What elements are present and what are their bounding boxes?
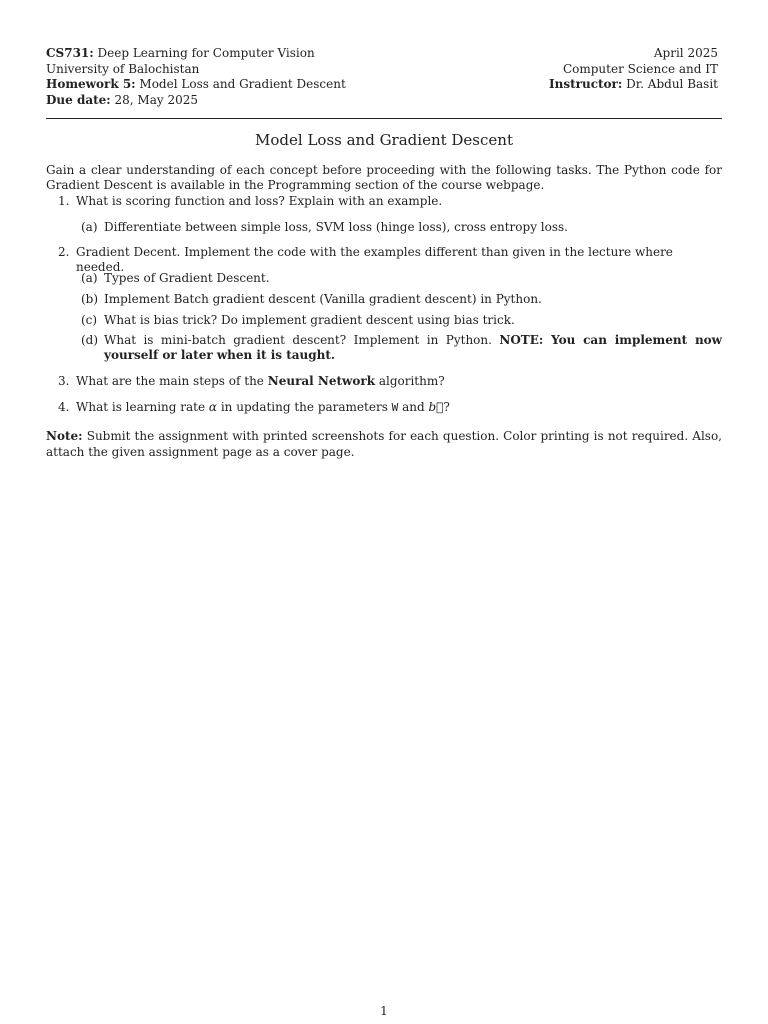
note-paragraph [46, 428, 722, 460]
sub-text: Implement Batch gradient descent (Vanilla gradient descent) in Python. [104, 292, 542, 306]
date-line: April 2025 [653, 46, 718, 60]
due-date-line: Due date: 28, May 2025 [46, 92, 199, 107]
sub-label: (a) [81, 220, 98, 234]
header-right [549, 46, 718, 93]
b-vector-symbol: b⃗ [428, 400, 444, 414]
question-text: What is scoring function and loss? Explain with an example. [76, 194, 443, 208]
sub-text-wrapper [104, 333, 722, 363]
alpha-symbol: α [208, 400, 218, 414]
sub-text: What is mini-batch gradient descent? Implement in Python. [104, 333, 500, 347]
homework-line: Homework 5: Model Loss and Gradient Descent [46, 77, 346, 91]
bold-term: Neural Network [267, 374, 376, 388]
question-number: 2. [58, 245, 70, 259]
question-text: Gradient Decent. Implement the code with the examples different than given in the lecture where needed. [76, 245, 673, 274]
question-number: 1. [58, 194, 70, 208]
sub-text: Differentiate between simple loss, SVM loss (hinge loss), cross entropy loss. [104, 220, 568, 234]
question-number: 3. [58, 374, 70, 388]
university-line: University of Balochistan [46, 61, 200, 76]
sub-text: What is bias trick? Do implement gradient descent using bias trick. [104, 313, 515, 327]
department-line: Computer Science and IT [562, 61, 718, 76]
instructor-line: Instructor: Dr. Abdul Basit [549, 77, 718, 91]
header-divider [46, 118, 722, 119]
question-text: What are the main steps of the Neural Network algorithm? [76, 374, 445, 388]
header-left [46, 46, 346, 108]
sub-label: (a) [81, 271, 98, 285]
sub-note-bold: NOTE: You can implement now yourself or later when it is taught. [104, 333, 723, 362]
sub-text: Types of Gradient Descent. [104, 271, 270, 285]
intro-paragraph: Gain a clear understanding of each concept before proceeding with the following tasks. The Python code for Gradient Descent is available in the Programming section of the course webpage. [46, 163, 722, 192]
note-label: Note: [46, 429, 83, 443]
sub-label: (b) [81, 292, 99, 306]
sub-label: (c) [81, 313, 98, 327]
document-title: Model Loss and Gradient Descent [255, 131, 513, 149]
course-line: CS731: Deep Learning for Computer Vision [46, 46, 315, 60]
question-number: 4. [58, 400, 70, 414]
page-number: 1 [380, 1004, 388, 1018]
w-symbol: W [391, 401, 399, 414]
sub-label: (d) [81, 333, 99, 347]
question-text: What is learning rate α in updating the parameters W and b⃗? [76, 400, 450, 414]
note-text: Submit the assignment with printed screenshots for each question. Color printing is not required. Also, attach the given assignment page as a cover page. [46, 429, 722, 459]
